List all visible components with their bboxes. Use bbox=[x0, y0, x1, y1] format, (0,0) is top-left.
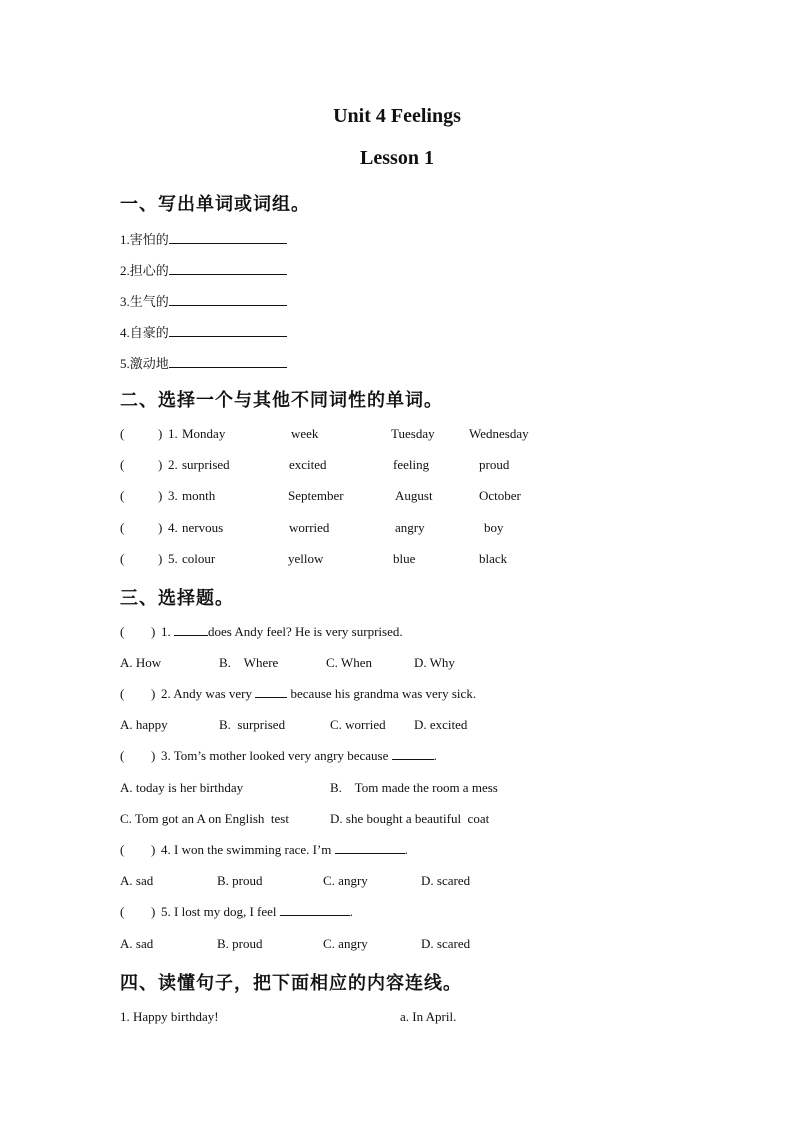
question-text-pre: I lost my dog, I feel bbox=[174, 904, 277, 919]
question-text-pre: Andy was very bbox=[173, 686, 253, 701]
option-b[interactable]: B. proud bbox=[217, 873, 263, 888]
question-text: because his grandma was very sick. bbox=[290, 686, 477, 701]
question-text: . bbox=[433, 748, 437, 763]
option-a[interactable]: A. sad bbox=[120, 873, 154, 888]
close-paren: ) bbox=[151, 748, 156, 763]
word-option: month bbox=[182, 488, 216, 503]
open-paren: ( bbox=[120, 686, 125, 701]
section1-item bbox=[120, 322, 287, 341]
option-b[interactable]: B. surprised bbox=[219, 717, 286, 732]
word-option: week bbox=[291, 426, 319, 441]
item-text: 担心的 bbox=[129, 264, 169, 279]
item-number: 3. bbox=[120, 294, 130, 309]
question-number: 2. bbox=[168, 457, 178, 472]
section1-item bbox=[120, 353, 287, 372]
open-paren: ( bbox=[120, 842, 125, 857]
section4-heading: 四、读懂句子，把下面相应的内容连线。 bbox=[120, 973, 462, 994]
option-d[interactable]: D. excited bbox=[414, 717, 468, 732]
word-option: worried bbox=[289, 520, 330, 535]
section1-item bbox=[120, 291, 287, 310]
question-3 bbox=[161, 748, 437, 764]
answer-blank[interactable] bbox=[280, 915, 350, 916]
word-option: Wednesday bbox=[469, 426, 529, 441]
option-a[interactable]: A. happy bbox=[120, 717, 168, 732]
close-paren: ) bbox=[158, 457, 163, 472]
question-number: 5. bbox=[168, 551, 178, 566]
question-2 bbox=[161, 686, 476, 702]
option-c[interactable]: C. angry bbox=[323, 936, 368, 951]
word-option: September bbox=[288, 488, 344, 503]
section2-heading: 二、选择一个与其他不同词性的单词。 bbox=[120, 390, 443, 411]
close-paren: ) bbox=[158, 551, 163, 566]
option-d[interactable]: D. scared bbox=[421, 873, 471, 888]
answer-blank[interactable] bbox=[169, 367, 287, 368]
open-paren: ( bbox=[120, 426, 125, 441]
item-number: 4. bbox=[120, 325, 130, 340]
close-paren: ) bbox=[151, 904, 156, 919]
word-option: blue bbox=[393, 551, 416, 566]
option-b[interactable]: B. Tom made the room a mess bbox=[330, 780, 498, 795]
question-text: does Andy feel? He is very surprised. bbox=[208, 624, 403, 639]
question-4 bbox=[161, 842, 408, 858]
option-d[interactable]: D. scared bbox=[421, 936, 471, 951]
answer-blank[interactable] bbox=[335, 853, 405, 854]
word-option: Tuesday bbox=[391, 426, 435, 441]
item-text: 害怕的 bbox=[129, 233, 169, 248]
close-paren: ) bbox=[158, 520, 163, 535]
word-option: August bbox=[395, 488, 433, 503]
item-text: 自豪的 bbox=[129, 326, 169, 341]
open-paren: ( bbox=[120, 520, 125, 535]
word-option: angry bbox=[395, 520, 425, 535]
item-text: 生气的 bbox=[129, 295, 169, 310]
word-option: yellow bbox=[288, 551, 324, 566]
question-5 bbox=[161, 904, 353, 920]
item-number: 2. bbox=[120, 263, 130, 278]
question-number: 5. bbox=[161, 904, 171, 919]
option-c[interactable]: C. When bbox=[326, 655, 372, 670]
question-text-pre: I won the swimming race. I’m bbox=[174, 842, 332, 857]
close-paren: ) bbox=[151, 842, 156, 857]
question-1 bbox=[161, 624, 403, 640]
question-number: 3. bbox=[161, 748, 171, 763]
section1-item bbox=[120, 229, 287, 248]
close-paren: ) bbox=[151, 686, 156, 701]
option-c[interactable]: C. angry bbox=[323, 873, 368, 888]
open-paren: ( bbox=[120, 551, 125, 566]
option-a[interactable]: A. sad bbox=[120, 936, 154, 951]
answer-blank[interactable] bbox=[169, 243, 287, 244]
section1-heading: 一、写出单词或词组。 bbox=[120, 194, 310, 215]
answer-blank[interactable] bbox=[169, 305, 287, 306]
close-paren: ) bbox=[158, 426, 163, 441]
option-d[interactable]: D. Why bbox=[414, 655, 455, 670]
word-option: colour bbox=[182, 551, 216, 566]
question-number: 1. bbox=[161, 624, 171, 639]
open-paren: ( bbox=[120, 904, 125, 919]
question-text: . bbox=[349, 904, 354, 919]
open-paren: ( bbox=[120, 488, 125, 503]
question-number: 1. bbox=[168, 426, 178, 441]
answer-blank[interactable] bbox=[169, 336, 287, 337]
word-option: surprised bbox=[182, 457, 230, 472]
word-option: excited bbox=[289, 457, 327, 472]
question-number: 4. bbox=[161, 842, 171, 857]
question-number: 4. bbox=[168, 520, 178, 535]
item-number: 5. bbox=[120, 356, 130, 371]
option-a[interactable]: A. How bbox=[120, 655, 162, 670]
open-paren: ( bbox=[120, 457, 125, 472]
item-number: 1. bbox=[120, 232, 130, 247]
option-d[interactable]: D. she bought a beautiful coat bbox=[330, 811, 490, 826]
answer-blank[interactable] bbox=[174, 635, 208, 636]
answer-blank[interactable] bbox=[392, 759, 434, 760]
open-paren: ( bbox=[120, 624, 125, 639]
section1-item bbox=[120, 260, 287, 279]
word-option: proud bbox=[479, 457, 510, 472]
answer-blank[interactable] bbox=[255, 697, 287, 698]
word-option: October bbox=[479, 488, 521, 503]
question-number: 2. bbox=[161, 686, 171, 701]
option-a[interactable]: A. today is her birthday bbox=[120, 780, 244, 795]
close-paren: ) bbox=[158, 488, 163, 503]
open-paren: ( bbox=[120, 748, 125, 763]
word-option: black bbox=[479, 551, 508, 566]
page-title: Unit 4 Feelings bbox=[333, 105, 461, 127]
match-left-item[interactable]: 1. Happy birthday! bbox=[120, 1009, 219, 1024]
word-option: Monday bbox=[182, 426, 226, 441]
section3-heading: 三、选择题。 bbox=[120, 588, 234, 609]
option-c[interactable]: C. Tom got an A on English test bbox=[120, 811, 289, 826]
option-b[interactable]: B. Where bbox=[219, 655, 279, 670]
question-text: . bbox=[404, 842, 408, 857]
word-option: nervous bbox=[182, 520, 224, 535]
question-text-pre: Tom’s mother looked very angry because bbox=[173, 748, 389, 763]
answer-blank[interactable] bbox=[169, 274, 287, 275]
item-text: 激动地 bbox=[129, 357, 169, 372]
question-number: 3. bbox=[168, 488, 178, 503]
word-option: feeling bbox=[393, 457, 430, 472]
close-paren: ) bbox=[151, 624, 156, 639]
option-c[interactable]: C. worried bbox=[330, 717, 386, 732]
page-subtitle: Lesson 1 bbox=[360, 147, 434, 169]
option-b[interactable]: B. proud bbox=[217, 936, 263, 951]
match-right-item[interactable]: a. In April. bbox=[400, 1009, 457, 1024]
word-option: boy bbox=[484, 520, 504, 535]
